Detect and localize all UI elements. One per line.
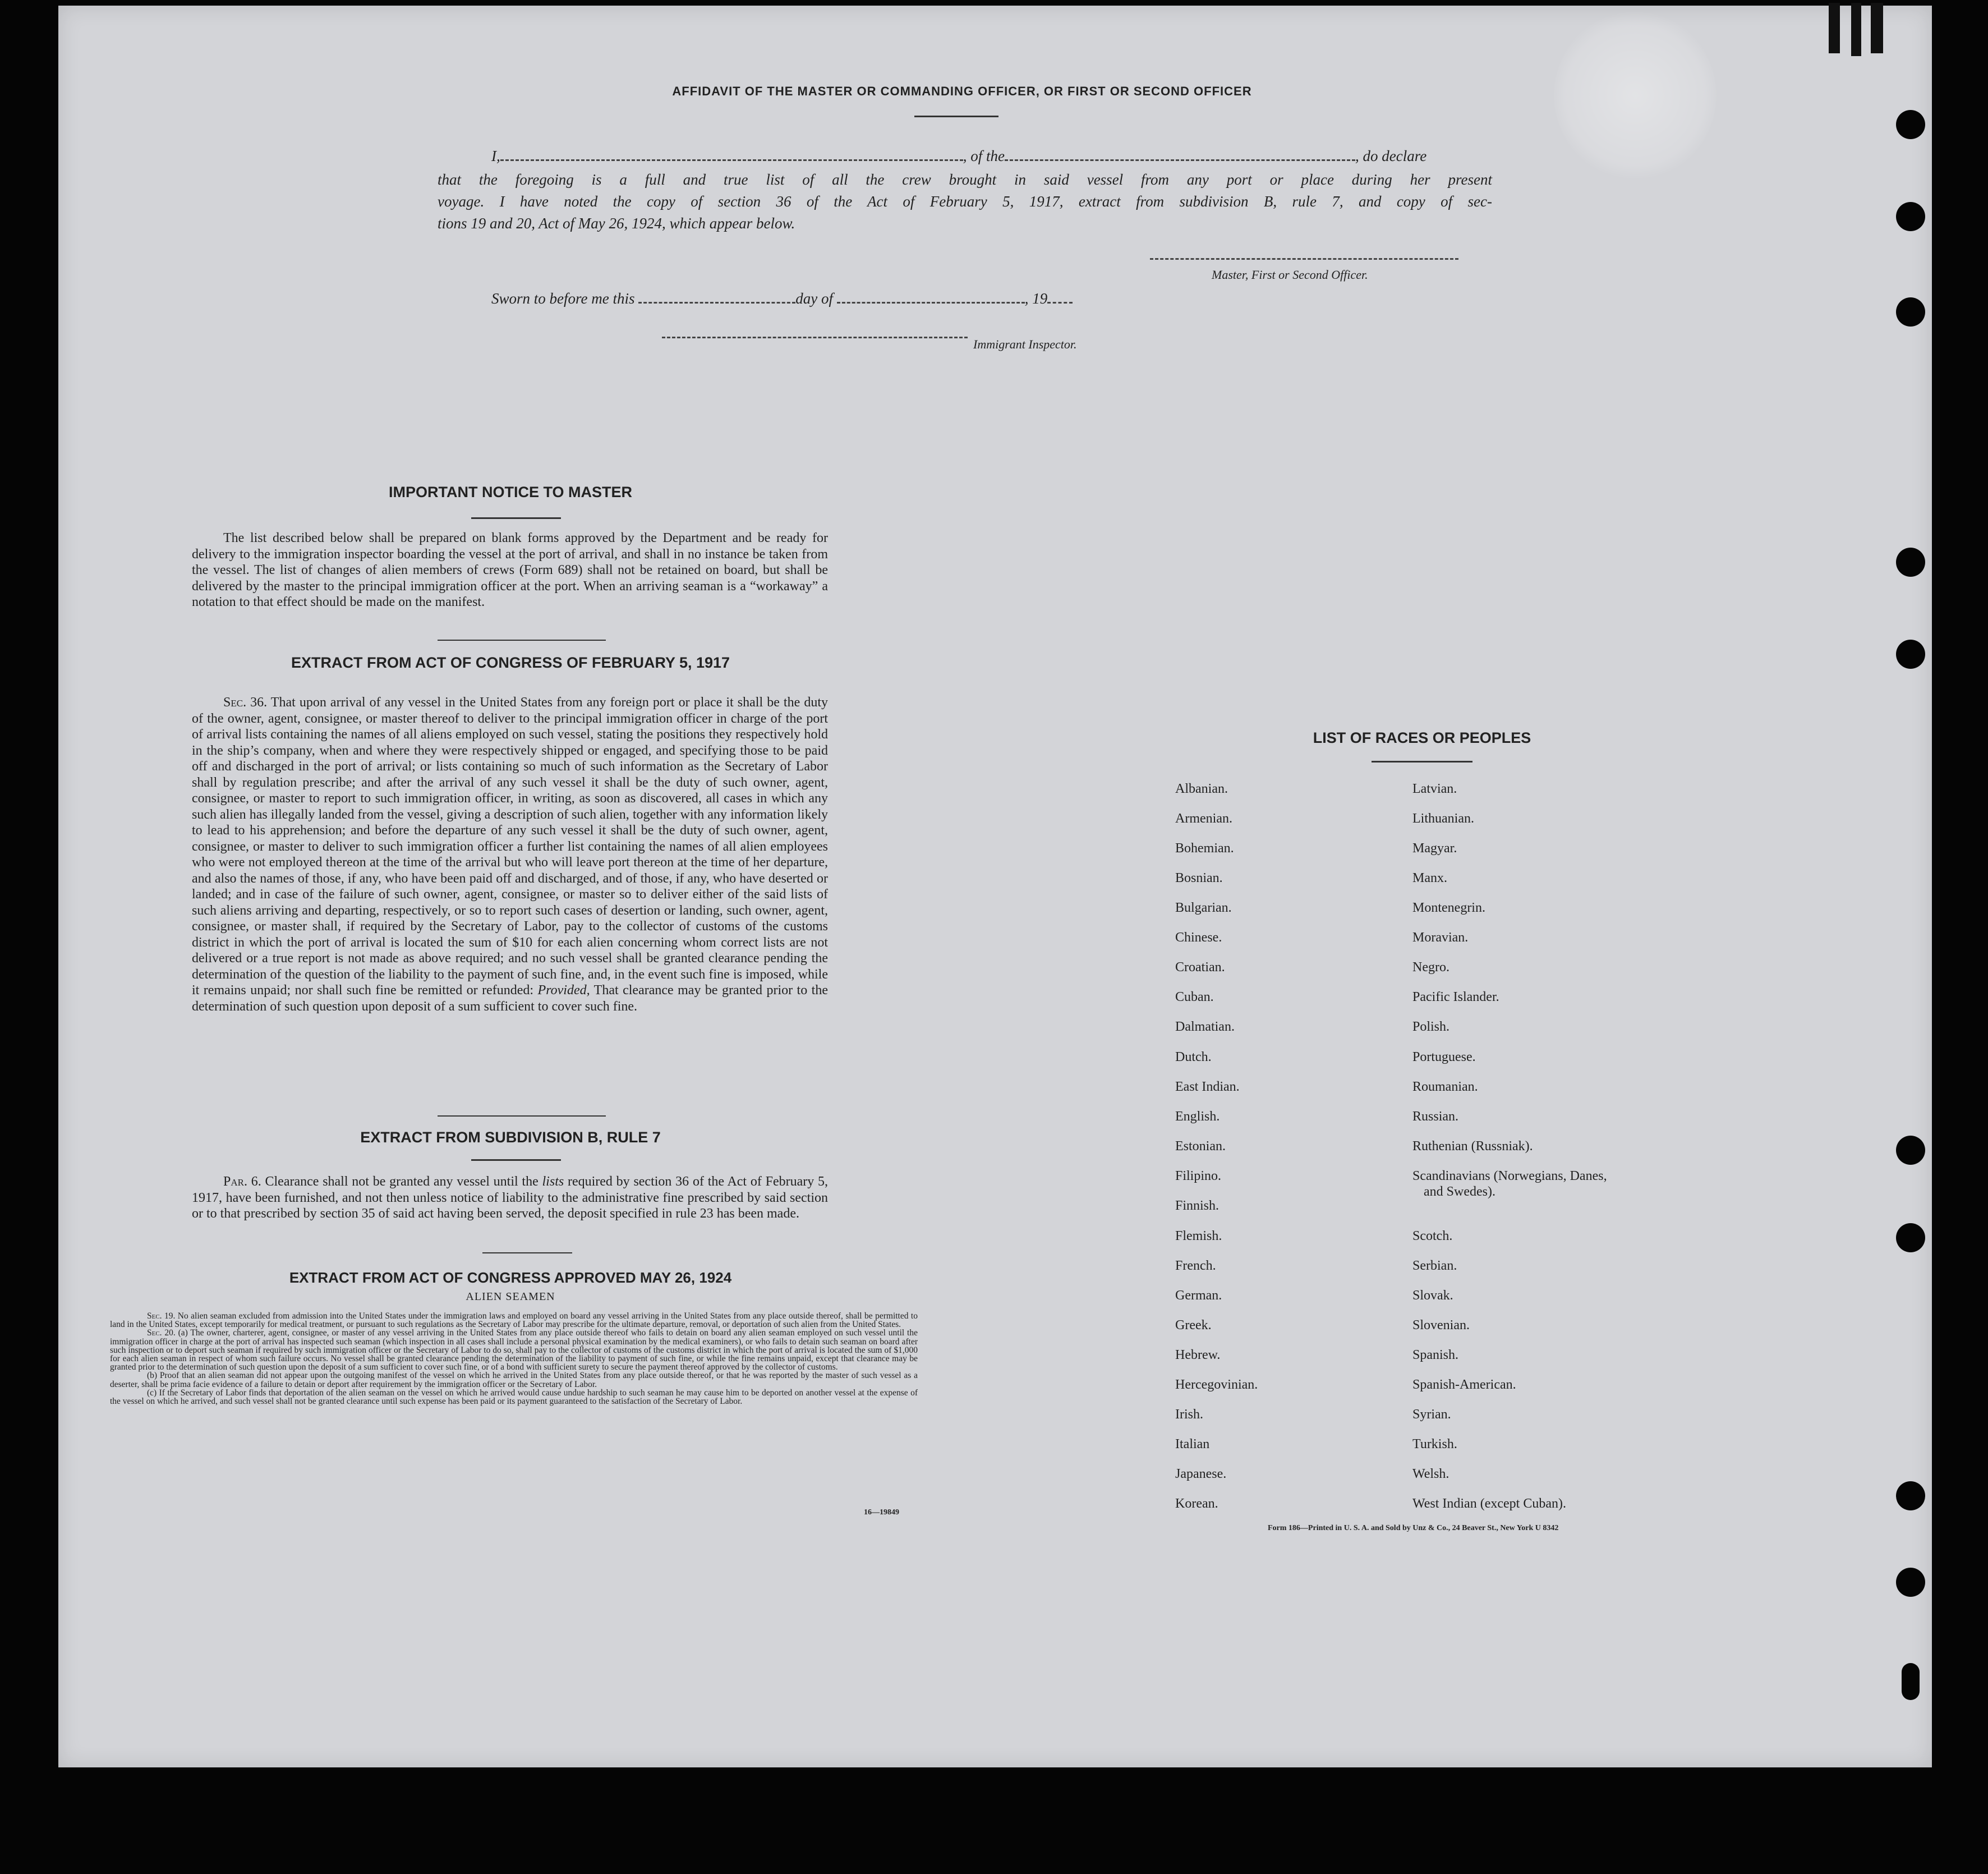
affidavit-title: AFFIDAVIT OF THE MASTER OR COMMANDING OFFICER, OR FIRST OR SECOND OFFICER	[672, 84, 1252, 98]
race-item: Turkish.	[1412, 1437, 1457, 1452]
name-blank-field[interactable]	[500, 148, 963, 161]
race-item: English.	[1175, 1109, 1220, 1124]
affidavit-i-label: I,	[491, 148, 500, 164]
race-item: Pacific Islander.	[1412, 990, 1499, 1004]
race-item: Armenian.	[1175, 811, 1232, 826]
par-6-label: Par. 6.	[223, 1174, 261, 1189]
race-item: Lithuanian.	[1412, 811, 1474, 826]
race-item: Manx.	[1412, 871, 1447, 885]
sworn-day-field[interactable]	[638, 291, 795, 304]
race-item: Magyar.	[1412, 841, 1457, 856]
race-item: French.	[1175, 1258, 1216, 1273]
punch-hole	[1896, 110, 1925, 139]
race-item: Greek.	[1175, 1318, 1212, 1333]
notice-divider	[438, 640, 606, 641]
race-item: Cuban.	[1175, 990, 1214, 1004]
race-item: Syrian.	[1412, 1407, 1451, 1422]
race-item: Korean.	[1175, 1496, 1218, 1511]
sec-36-text: That upon arrival of any vessel in the United States from any foreign port or place it shall be the duty of the owner, agent, consignee, or master thereof to deliver to the principal immigration officer in charge of the port of arrival lists containing the names of all aliens employed on such vessel, stating the positions they respectively hold in the ship’s company, when and where they were respectively shipped or engaged, and specifying those to be paid off and discharged in the port of arrival; or lists containing so much of such information as the Secretary of Labor shall by regulation prescribe; and after the arrival of any such vessel it shall be the duty of such owner, agent, consignee, or master to report to such immigration officer, in writing, as soon as discovered, all cases in which any such alien has illegally landed from the vessel, giving a description of such alien, together with any information likely to lead to his apprehension; and before the departure of any such vessel it shall be the duty of such owner, agent, consignee, or master to deliver to such immigration officer a further list containing the names of all alien employees who were not employed thereon at the time of the arrival but who will leave port thereon at the time of her departure, and also the names of those, if any, who have been paid off and discharged, and of those, if any, who have deserted or landed; and in case of the failure of such owner, agent, consignee, or master so to deliver either of the said lists of such aliens arriving and departing, respectively, or so to report such cases of desertion or landing, such owner, agent, consignee, or master shall, if required by the Secretary of Labor, pay to the collector of customs of the customs district in which the port of arrival is located the sum of $10 for each alien concerning whom correct lists are not delivered or a true report is not made as above required; and no such vessel shall be granted clearance pending the determination of the question of the liability to the payment of such fine, and, in the event such fine is imposed, while it remains unpaid; nor shall such fine be remitted or refunded:	[192, 695, 828, 998]
affidavit-line-3: voyage. I have noted the copy of section 36 of the Act of February 5, 1917, extract from subdivision B, rule 7, and copy of sec-	[438, 193, 1492, 210]
title-rule	[914, 116, 998, 117]
corner-stamp-mark	[1823, 0, 1902, 73]
notice-title: IMPORTANT NOTICE TO MASTER	[389, 484, 632, 500]
master-signature-caption: Master, First or Second Officer.	[1212, 268, 1368, 282]
affidavit-line-2: that the foregoing is a full and true list of all the crew brought in said vessel from any port or place during her present	[438, 171, 1492, 188]
race-item: Welsh.	[1412, 1467, 1449, 1481]
sworn-month-field[interactable]	[837, 291, 1025, 304]
race-item: Bulgarian.	[1175, 901, 1232, 915]
punch-hole	[1896, 1481, 1925, 1510]
race-item: Scotch.	[1412, 1229, 1453, 1243]
punch-hole	[1896, 640, 1925, 669]
race-item: Slovenian.	[1412, 1318, 1470, 1333]
rule-7-title-rule	[471, 1159, 561, 1161]
affidavit-of-the-label: , of the	[963, 148, 1005, 164]
race-item: Flemish.	[1175, 1229, 1222, 1243]
notice-body: The list described below shall be prepared on blank forms approved by the Department and be ready for delivery to the immigration inspector boarding the vessel at the port of arrival, and shall in no instance be taken from the vessel. The list of changes of alien members of crews (Form 689) shall not be retained on board, but shall be delivered by the master to the principal immigration officer at the port. When an arriving seaman is a “workaway” a notation to that effect should be made on the manifest.	[192, 531, 828, 609]
inspector-caption: Immigrant Inspector.	[973, 337, 1077, 351]
race-item: Hebrew.	[1175, 1348, 1221, 1362]
extract-1917-divider	[438, 1115, 606, 1117]
sec-19-label: Sec. 19.	[147, 1311, 176, 1321]
race-item: Roumanian.	[1412, 1080, 1478, 1094]
rule-7-text: Clearance shall not be granted any vessel until the	[265, 1174, 539, 1189]
master-signature-field[interactable]	[1150, 258, 1458, 260]
alien-seamen-subtitle: ALIEN SEAMEN	[466, 1290, 555, 1303]
affidavit-line-4: tions 19 and 20, Act of May 26, 1924, which appear below.	[438, 215, 795, 232]
punch-hole	[1896, 297, 1925, 327]
race-item: German.	[1175, 1288, 1222, 1303]
punch-hole	[1896, 1568, 1925, 1597]
race-item: West Indian (except Cuban).	[1412, 1496, 1566, 1511]
notice-title-rule	[471, 517, 561, 519]
sec-20-label: Sec. 20.	[147, 1328, 176, 1338]
sec-20c-paragraph: (c) If the Secretary of Labor finds that deportation of the alien seaman on the vessel on which he arrived would cause undue hardship to such seaman he may cause him to be deported on another vessel at the expense of the vessel on which he arrived, and such vessel shall not be granted clearance until such expense has been paid or its payment guaranteed to the satisfaction of the Secretary of Labor.	[110, 1388, 918, 1407]
race-item: Irish.	[1175, 1407, 1203, 1422]
race-item: Portuguese.	[1412, 1050, 1476, 1064]
form-footer: Form 186—Printed in U. S. A. and Sold by Unz & Co., 24 Beaver St., New York U 8342	[1268, 1524, 1559, 1532]
race-item: Italian	[1175, 1437, 1210, 1452]
race-item: Filipino.	[1175, 1169, 1222, 1183]
extract-1924-title: EXTRACT FROM ACT OF CONGRESS APPROVED MAY 26, 1924	[289, 1269, 732, 1286]
rule-7-text-end: required by section 36 of the Act of February 5, 1917, have been furnished, and not then unless notice of liability to the administrative fine prescribed by said section or to that prescribed by section 35 of said act having been served, the deposit specified in rule 23 has been made.	[192, 1174, 829, 1221]
extract-1917-body	[192, 695, 828, 1014]
extract-1924-body	[110, 1312, 918, 1405]
lists-word: lists	[542, 1174, 564, 1189]
races-title-rule	[1372, 761, 1472, 763]
race-item: Croatian.	[1175, 960, 1225, 975]
inspector-signature-field[interactable]	[662, 337, 968, 338]
affidavit-declare-label: , do declare	[1355, 148, 1427, 164]
punch-hole	[1896, 202, 1925, 231]
race-item: Dalmatian.	[1175, 1019, 1235, 1034]
race-item: Albanian.	[1175, 782, 1228, 796]
sec-36-text-end: That clearance may be granted prior to the determination of such question upon deposit of a sum sufficient to cover such fine.	[192, 983, 829, 1014]
race-item: Chinese.	[1175, 930, 1222, 945]
punch-hole	[1896, 1223, 1925, 1252]
rule-7-body	[192, 1174, 828, 1222]
race-item: Ruthenian (Russniak).	[1412, 1139, 1533, 1154]
sec-19-text: No alien seaman excluded from admission into the United States under the immigration laws and employed on board any vessel arriving in the United States from any place outside thereof, shall be permitted to land in the United States, except temporarily for medical treatment, or pursuant to such regulations as the Secretary of Labor may prescribe for the ultimate departure, removal, or deportation of such alien from the United States.	[110, 1311, 918, 1330]
race-item: Japanese.	[1175, 1467, 1227, 1481]
race-item: Polish.	[1412, 1019, 1450, 1034]
sworn-day-label: day of	[795, 290, 833, 307]
race-item: Bosnian.	[1175, 871, 1223, 885]
sworn-year-label: , 19	[1024, 290, 1048, 307]
extract-1917-title: EXTRACT FROM ACT OF CONGRESS OF FEBRUARY 5, 1917	[291, 654, 730, 671]
vessel-blank-field[interactable]	[1005, 148, 1355, 161]
affidavit-declaration-line	[491, 145, 1426, 167]
punch-hole	[1896, 1136, 1925, 1165]
race-item: Negro.	[1412, 960, 1449, 975]
race-item: Slovak.	[1412, 1288, 1453, 1303]
sworn-year-field[interactable]	[1047, 291, 1073, 304]
sec-20a-text: (a) The owner, charterer, agent, consignee, or master of any vessel arriving in the United States from any place outside thereof who fails to detain on board any alien seaman employed on such vessel until the immigration officer in charge at the port of arrival has inspected such seaman (which inspection in all cases shall include a personal physical examination by the medical examiners), or who fails to detain such seaman on board after such inspection or to deport such seaman if required by such immigration officer or the Secretary of Labor to do so, shall pay to the collector of customs of the customs district in which the port of arrival is located the sum of $1,000 for each alien seaman in respect of whom such failure occurs. No vessel shall be granted clearance pending the determination of the liability to payment of such fine, or while the fine remains unpaid, except that clearance may be granted prior to the determination of such question upon the deposit of a sum sufficient to cover such fine, or of a bond with sufficient surety to secure the payment thereof approved by the collector of customs.	[110, 1328, 918, 1372]
print-number: 16—19849	[864, 1508, 899, 1517]
rule-7-divider	[482, 1252, 572, 1253]
rule-7-title: EXTRACT FROM SUBDIVISION B, RULE 7	[360, 1129, 661, 1146]
race-item: Serbian.	[1412, 1258, 1457, 1273]
race-item: Spanish.	[1412, 1348, 1459, 1362]
race-item: Scandinavians (Norwegians, Danes, and Swedes).	[1412, 1169, 1607, 1199]
race-item: Moravian.	[1412, 930, 1469, 945]
sworn-line	[491, 287, 1073, 310]
race-item: Bohemian.	[1175, 841, 1234, 856]
punch-hole	[1902, 1663, 1920, 1700]
sec-20a-paragraph	[110, 1329, 918, 1371]
race-item: Hercegovinian.	[1175, 1377, 1258, 1392]
race-item: Spanish-American.	[1412, 1377, 1516, 1392]
race-item: East Indian.	[1175, 1080, 1240, 1094]
provided-word: Provided,	[537, 983, 590, 998]
races-title: LIST OF RACES OR PEOPLES	[1313, 729, 1531, 746]
sec-19-paragraph	[110, 1312, 918, 1329]
race-item: Dutch.	[1175, 1050, 1212, 1064]
sworn-prefix: Sworn to before me this	[491, 290, 635, 307]
race-item: Russian.	[1412, 1109, 1459, 1124]
race-item: Montenegrin.	[1412, 901, 1485, 915]
race-item: Latvian.	[1412, 782, 1457, 796]
sec-20b-paragraph: (b) Proof that an alien seaman did not appear upon the outgoing manifest of the vessel on which he arrived in the United States from any place outside thereof, or that he was reported by the master of such vessel as a deserter, shall be prima facie evidence of a failure to detain or deport after requirement by the immigration officer or the Secretary of Labor.	[110, 1371, 918, 1389]
sec-36-label: Sec. 36.	[223, 695, 268, 710]
race-item: Finnish.	[1175, 1198, 1220, 1213]
race-item: Estonian.	[1175, 1139, 1226, 1154]
punch-hole	[1896, 548, 1925, 577]
